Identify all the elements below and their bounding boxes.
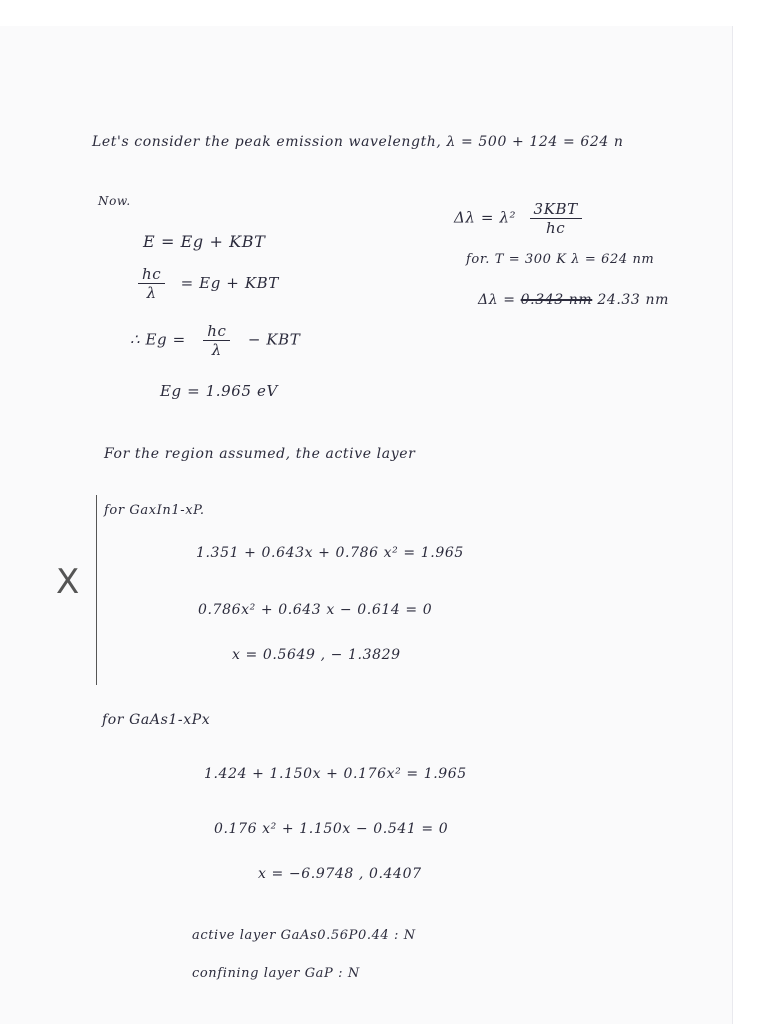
delta-lambda-fraction bbox=[530, 200, 582, 237]
hc-over-lambda bbox=[138, 265, 165, 302]
hc-equation-rhs: = Eg + KBT bbox=[180, 273, 279, 292]
fraction-numerator: hc bbox=[203, 322, 230, 341]
gaasp-equation-2: 0.176 x² + 1.150x − 0.541 = 0 bbox=[214, 821, 449, 837]
eg-expression bbox=[130, 322, 300, 359]
temperature-condition: for. T = 300 K λ = 624 nm bbox=[466, 252, 655, 267]
fraction-denominator: hc bbox=[546, 219, 566, 237]
gainp-equation-1: 1.351 + 0.643x + 0.786 x² = 1.965 bbox=[196, 545, 464, 561]
now-label: Now. bbox=[98, 194, 131, 208]
confining-layer-line: confining layer GaP : N bbox=[192, 966, 360, 981]
hc-over-lambda-2 bbox=[203, 322, 230, 359]
delta-lambda-equation bbox=[454, 200, 582, 237]
active-layer-line: active layer GaAs0.56P0.44 : N bbox=[192, 928, 416, 943]
intro-line: Let's consider the peak emission wavelength, λ = 500 + 124 = 624 n bbox=[92, 134, 624, 150]
fraction-numerator: hc bbox=[138, 265, 165, 284]
hc-lambda-equation bbox=[138, 265, 279, 302]
gainp-solution: x = 0.5649 , − 1.3829 bbox=[232, 647, 401, 663]
fraction-denominator: λ bbox=[146, 284, 157, 302]
delta-lambda-lhs: Δλ = λ² bbox=[454, 208, 517, 227]
therefore-label: ∴ Eg = bbox=[130, 330, 186, 349]
energy-equation: E = Eg + KBT bbox=[143, 232, 266, 251]
gainp-equation-2: 0.786x² + 0.643 x − 0.614 = 0 bbox=[198, 602, 433, 618]
fraction-denominator: λ bbox=[211, 341, 222, 359]
struck-value: 0.343 nm bbox=[520, 292, 593, 308]
delta-lambda-value bbox=[478, 292, 669, 308]
fraction-numerator: 3KBT bbox=[530, 200, 582, 219]
cross-out-mark: X bbox=[56, 562, 80, 602]
region-line: For the region assumed, the active layer bbox=[104, 446, 416, 462]
delta-lambda-result: 24.33 nm bbox=[597, 292, 669, 308]
gaasp-title: for GaAs1-xPx bbox=[102, 712, 211, 728]
bracket-line bbox=[96, 495, 105, 685]
gaasp-equation-1: 1.424 + 1.150x + 0.176x² = 1.965 bbox=[204, 766, 467, 782]
eg-value: Eg = 1.965 eV bbox=[160, 382, 278, 400]
delta-lambda-value-lhs: Δλ = bbox=[478, 292, 516, 308]
gainp-title: for GaxIn1-xP. bbox=[104, 503, 205, 518]
minus-kbt: − KBT bbox=[247, 330, 301, 349]
gaasp-solution: x = −6.9748 , 0.4407 bbox=[258, 866, 422, 882]
